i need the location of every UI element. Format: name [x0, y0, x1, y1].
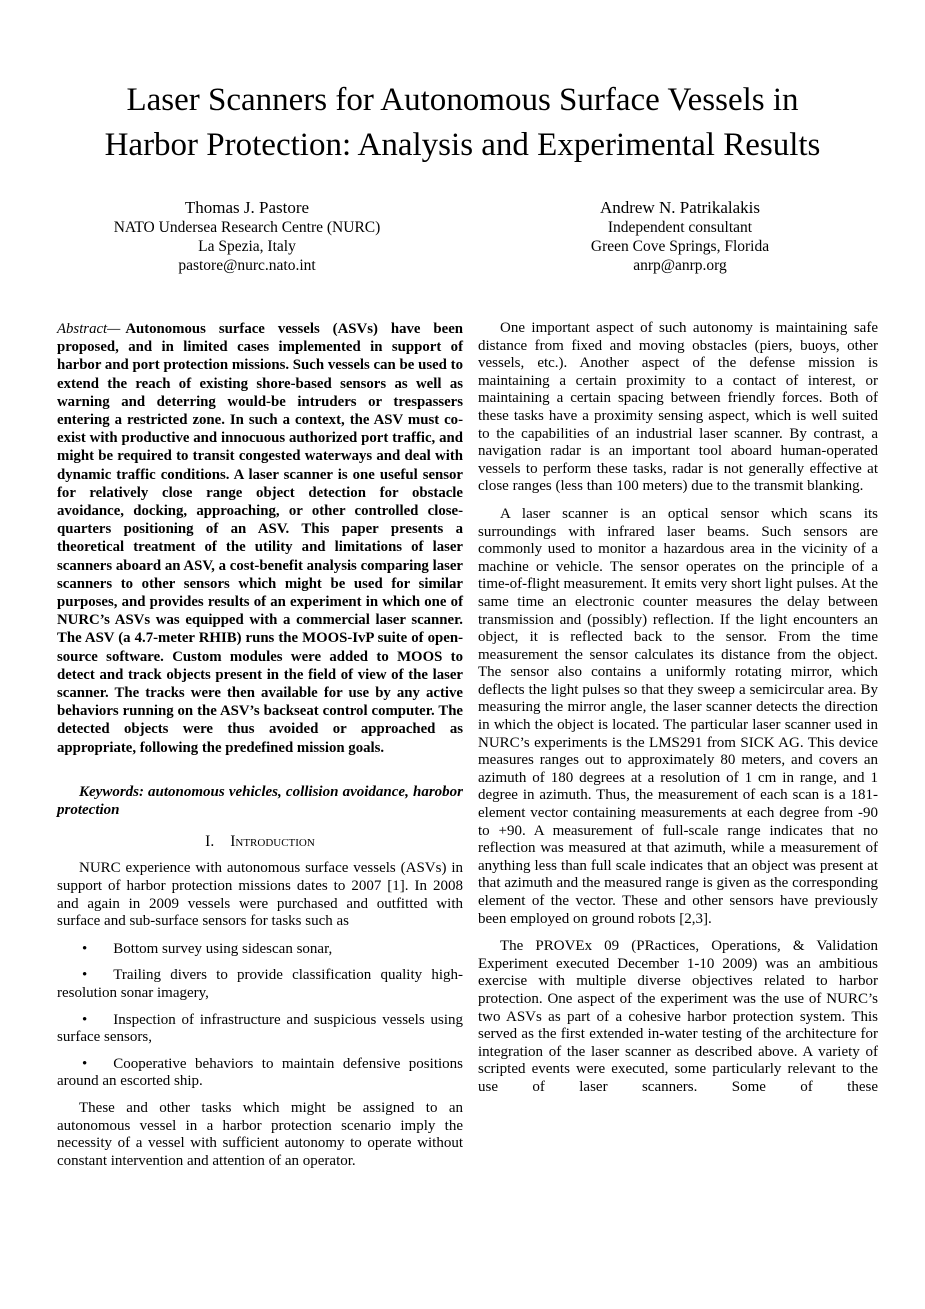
section-number: I. — [205, 832, 215, 850]
body-paragraph-provex: The PROVEx 09 (PRactices, Operations, & Validation Experiment executed December 1-10 2009) was an ambitious exercise with multiple diverse objectives related to harbor protection. One aspect of the experiment was the use of NURC’s two ASVs as part of a cohesive harbor protection system. This served as the first extended in-water testing of the architecture for integration of the laser scanner as described above. A variety of scripted events were executed, some particularly relevant to the use of laser scanners. Some of these — [478, 938, 878, 1095]
body-paragraph-autonomy: One important aspect of such autonomy is maintaining safe distance from fixed and moving obstacles (piers, buoys, other vessels, etc.). Another aspect of the defense mission is maintaining a certain proximity to a contact of interest, or maintaining a certain spacing between friendly forces. Both of these tasks have a proximity sensing aspect, which is well suited to the capabilities of an industrial laser scanner. By contrast, a navigation radar is an important tool aboard human-operated vessels to perform these tasks, radar is not generally effective at close ranges (less than 100 meters) due to the transmit blanking. — [478, 320, 878, 495]
bullet-text: Bottom survey using sidescan sonar, — [113, 940, 333, 957]
bullet-item — [57, 967, 463, 1002]
bullet-icon: • — [82, 1055, 88, 1072]
section-heading-introduction — [57, 833, 463, 851]
bullet-icon: • — [82, 940, 88, 957]
author-affiliation: NATO Undersea Research Centre (NURC) — [113, 219, 381, 236]
keywords-line — [57, 783, 463, 819]
author-email: pastore@nurc.nato.int — [178, 257, 316, 274]
left-column — [57, 320, 463, 1180]
bullet-text: Trailing divers to provide classification quality high-resolution sonar imagery, — [57, 967, 463, 1002]
bullet-item — [57, 941, 463, 959]
keywords-text: autonomous vehicles, collision avoidance, harobor protection — [57, 783, 463, 818]
paper-title — [0, 78, 925, 168]
bullet-icon: • — [82, 1011, 88, 1028]
section-title: Introduction — [230, 832, 315, 850]
body-paragraph-laser-scanner: A laser scanner is an optical sensor which scans its surroundings with infrared laser beams. Such sensors are commonly used to monitor a hazardous area in the vicinity of a machine or vehicle. The sensor operates on the principle of a time-of-flight measurement. It emits very short light pulses. At the same time an electronic counter measures the delay between transmission and (possibly) reflection. If the light encounters an object, it is reflected back to the sensor. From the time measurement the sensor calculates its distance from the object. The sensor also contains a uniformly rotating mirror, which deflects the light pulses so that they sweep a semicircular area. By measuring the mirror angle, the laser scanner detects the direction in which the object is located. The particular laser scanner used in NURC’s experiments is the LMS291 from SICK AG. This device measures ranges out to approximately 80 meters, and covers an azimuth of 180 degrees at a resolution of 1 cm in range, and 1 degree in azimuth. Thus, the measurement of each scan is a 181-element vector containing measurements at each degree from -90 to +90. A measurement of full-scale range indicates that no reflection was measured at that azimuth, while a measurement of anything less than full scale indicates that an object was present at that azimuth and the measured range is given as the corresponding element of the vector. These and other sensors have previously been employed on ground robots [2,3]. — [478, 505, 878, 927]
author-name: Thomas J. Pastore — [184, 198, 310, 217]
author-email: anrp@anrp.org — [633, 257, 727, 274]
author-block-2 — [477, 198, 883, 275]
author-block-1 — [44, 198, 450, 275]
bullet-text: Cooperative behaviors to maintain defensive positions around an escorted ship. — [57, 1055, 463, 1090]
bullet-item — [57, 1012, 463, 1047]
intro-paragraph-2: These and other tasks which might be assigned to an autonomous vessel in a harbor protection scenario imply the necessity of a vessel with sufficient autonomy to operate without constant intervention and attention of an operator. — [57, 1100, 463, 1169]
abstract-label: Abstract— — [57, 321, 121, 337]
intro-paragraph-1: NURC experience with autonomous surface vessels (ASVs) in support of harbor protection missions dates to 2007 [1]. In 2008 and again in 2009 vessels were purchased and outfitted with surface and sub-surface sensors for tasks such as — [57, 860, 463, 930]
bullet-icon: • — [82, 967, 88, 984]
abstract-paragraph — [57, 320, 463, 757]
bullet-item — [57, 1056, 463, 1091]
abstract-text: Autonomous surface vessels (ASVs) have been proposed, and in limited cases implemented in support of harbor and port protection missions. Such vessels can be used to extend the reach of existing shore-based sensors as well as warning and deterring would-be intruders or trespassers entering a restricted zone. In such a context, the ASV must co-exist with productive and innocuous authorized port traffic, and might be required to transit congested waterways and deal with dynamic traffic conditions. A laser scanner is one useful sensor for relatively close range object detection for obstacle avoidance, docking, approaching, or other controlled close-quarters positioning of an ASV. This paper presents a theoretical treatment of the utility and limitations of laser scanners aboard an ASV, a cost-benefit analysis comparing laser scanners to other sensors which might be used for similar purposes, and provides results of an experiment in which one of NURC’s ASVs was equipped with a commercial laser scanner. The ASV (a 4.7-meter RHIB) runs the MOOS-IvP suite of open-source software. Custom modules were added to MOOS to detect and track objects present in the field of view of the laser scanner. The tracks were then available for use by any active behaviors running on the ASV’s backseat control computer. The detected objects were thus avoided or approached as appropriate, following the predefined mission goals. — [57, 321, 463, 756]
keywords-label: Keywords: — [79, 783, 144, 800]
author-location: Green Cove Springs, Florida — [590, 238, 770, 255]
paper-title-line-1: Laser Scanners for Autonomous Surface Vessels in — [126, 82, 799, 118]
author-name: Andrew N. Patrikalakis — [599, 198, 761, 217]
author-affiliation: Independent consultant — [607, 219, 753, 236]
right-column — [478, 320, 878, 1107]
author-location: La Spezia, Italy — [198, 238, 296, 255]
paper-title-line-2: Harbor Protection: Analysis and Experimental Results — [104, 127, 821, 163]
bullet-text: Inspection of infrastructure and suspicious vessels using surface sensors, — [57, 1011, 463, 1046]
